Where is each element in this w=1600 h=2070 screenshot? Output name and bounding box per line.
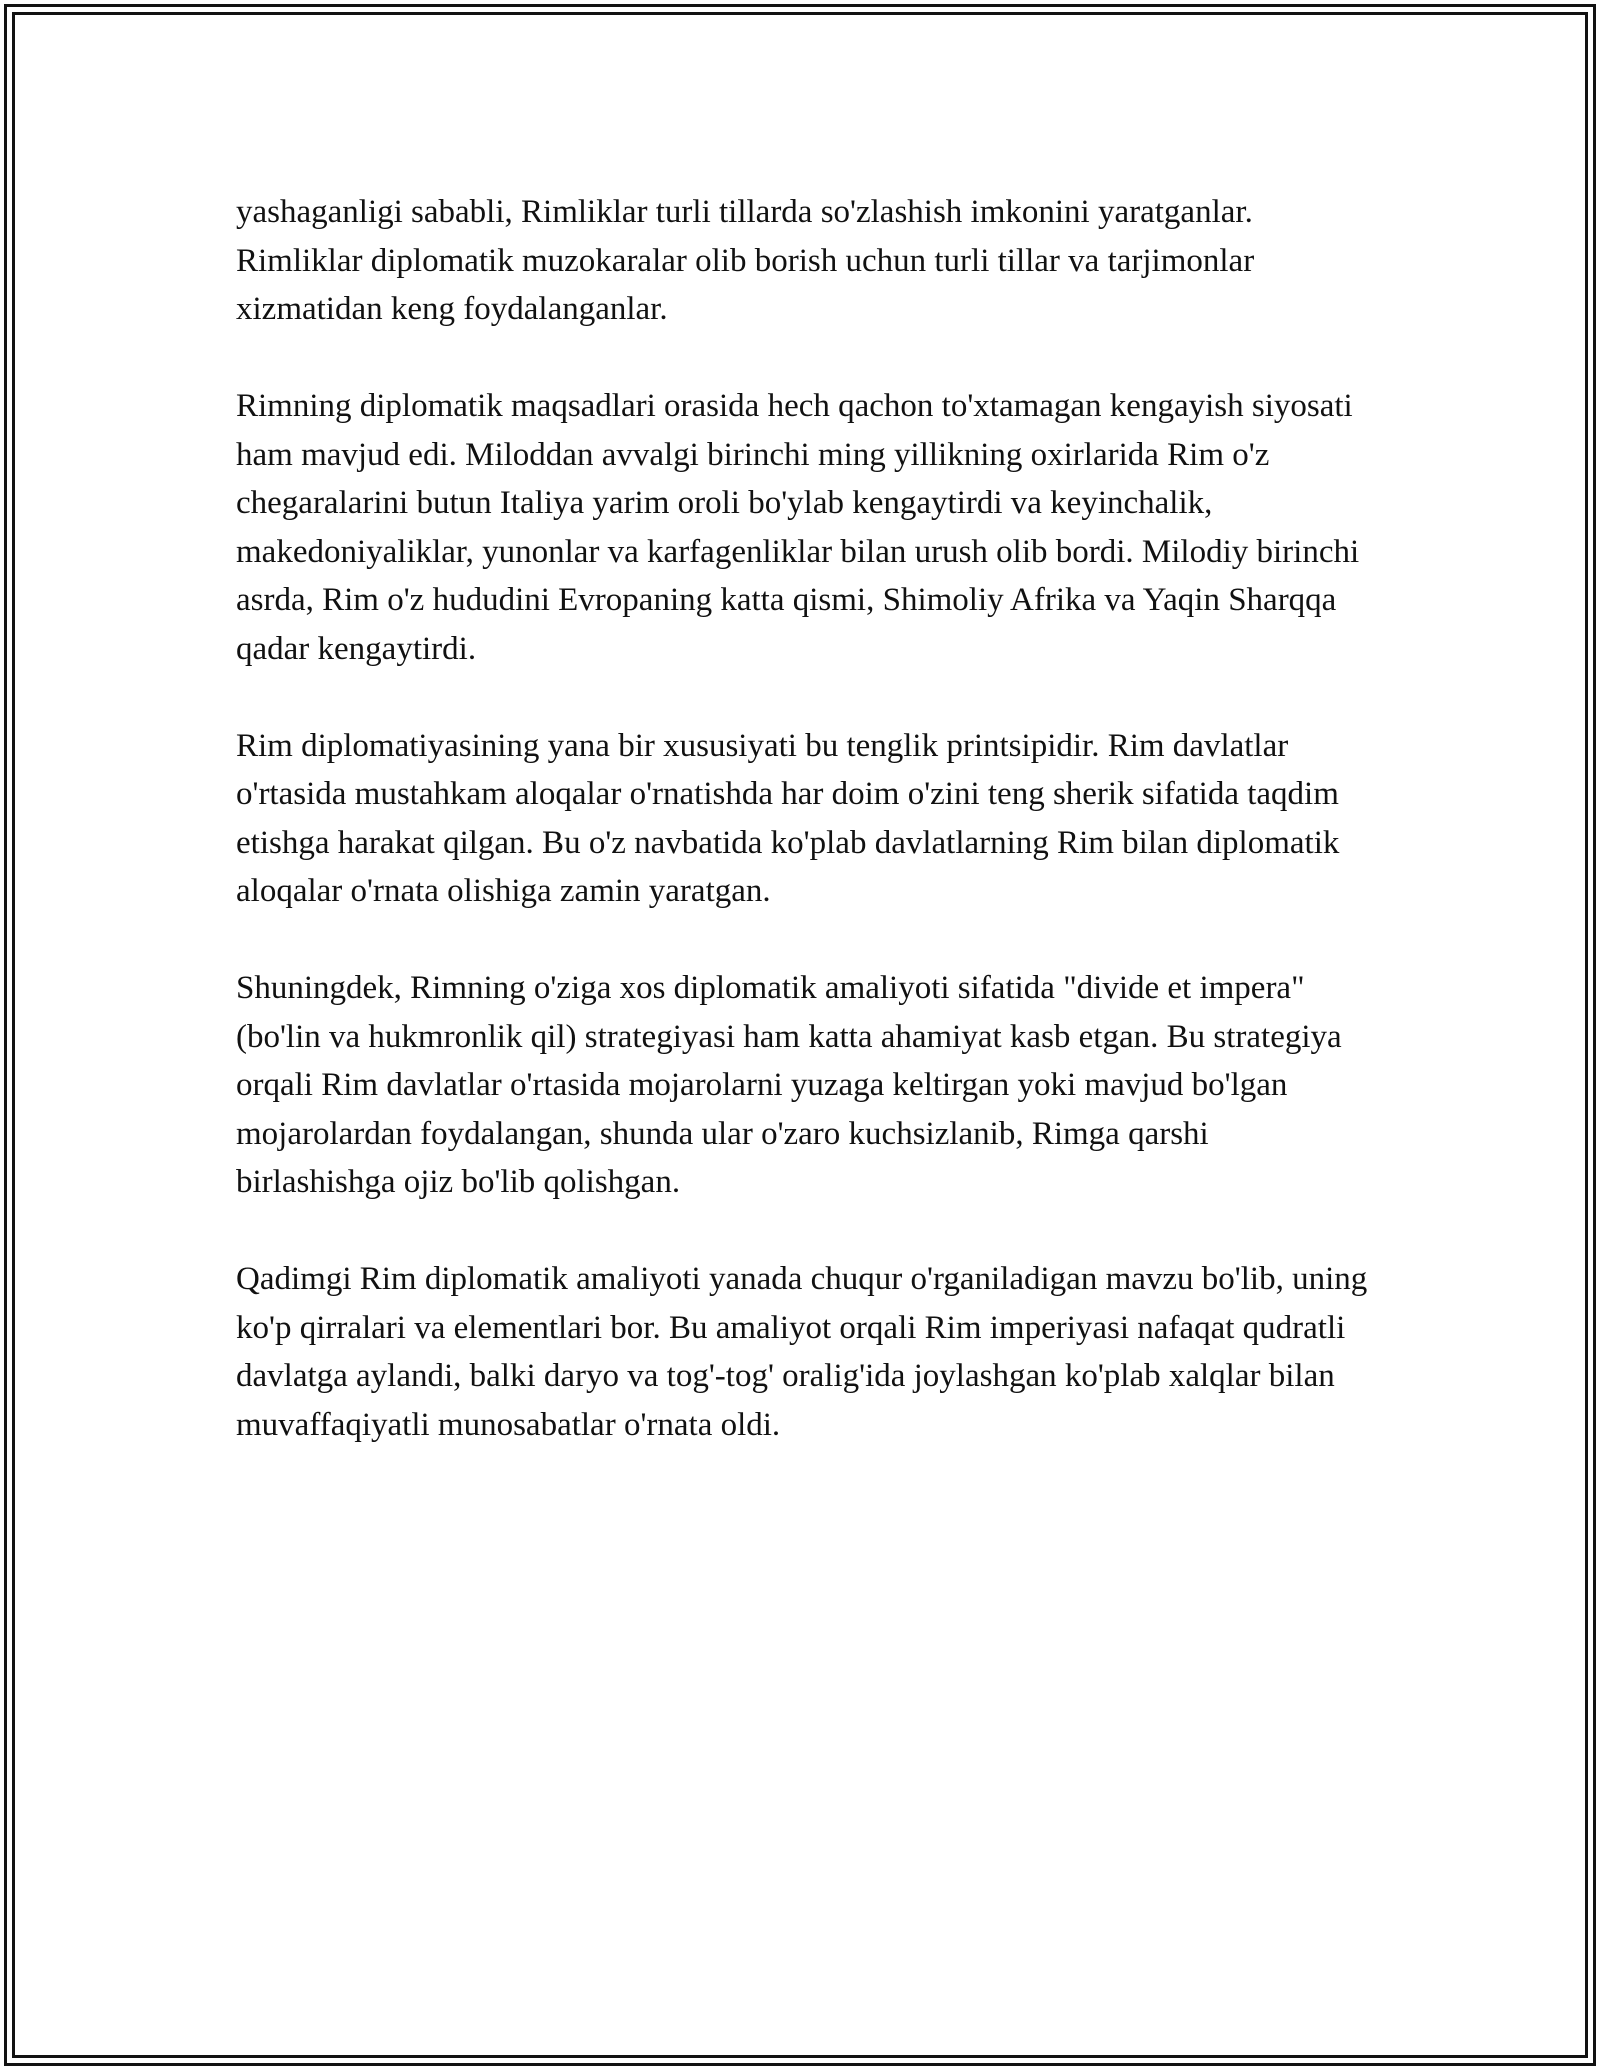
paragraph-5: Qadimgi Rim diplomatik amaliyoti yanada chuqur o'rganiladigan mavzu bo'lib, uning ko'p qirralari va elementlari bor. Bu amaliyot orqali Rim imperiyasi nafaqat qudratli davlatga aylandi, balki daryo va tog'-tog' oralig'ida joylashgan ko'plab xalqlar bilan muvaffaqiyatli munosabatlar o'rnata oldi. <box>236 1261 1368 1443</box>
paragraph-4: Shuningdek, Rimning o'ziga xos diplomatik amaliyoti sifatida "divide et impera" (bo'lin va hukmronlik qil) strategiyasi ham katta ahamiyat kasb etgan. Bu strategiya orqali Rim davlatlar o'rtasida mojarolarni yuzaga keltirgan yoki mavjud bo'lgan mojarolardan foydalangan, shunda ular o'zaro kuchsizlanib, Rimga qarshi birlashishga ojiz bo'lib qolishgan. <box>236 970 1342 1200</box>
paragraph-3: Rim diplomatiyasining yana bir xususiyati bu tenglik printsipidir. Rim davlatlar o'rtasida mustahkam aloqalar o'rnatishda har doim o'zini teng sherik sifatida taqdim etishga harakat qilgan. Bu o'z navbatida ko'plab davlatlarning Rim bilan diplomatik aloqalar o'rnata olishiga zamin yaratgan. <box>236 727 1340 909</box>
paragraph-2: Rimning diplomatik maqsadlari orasida hech qachon to'xtamagan kengayish siyosati ham mavjud edi. Miloddan avvalgi birinchi ming yillikning oxirlarida Rim o'z chegaralarini butun Italiya yarim oroli bo'ylab kengaytirdi va keyinchalik, makedoniyaliklar, yunonlar va karfagenliklar bilan urush olib bordi. Milodiy birinchi asrda, Rim o'z hududini Evropaning katta qismi, Shimoliy Afrika va Yaqin Sharqqa qadar kengaytirdi. <box>236 388 1360 667</box>
paragraph-1: yashaganligi sababli, Rimliklar turli tillarda so'zlashish imkonini yaratganlar. Rimliklar diplomatik muzokaralar olib borish uchun turli tillar va tarjimonlar xizmatidan keng foydalanganlar. <box>236 194 1255 327</box>
document-body <box>236 188 1376 1498</box>
